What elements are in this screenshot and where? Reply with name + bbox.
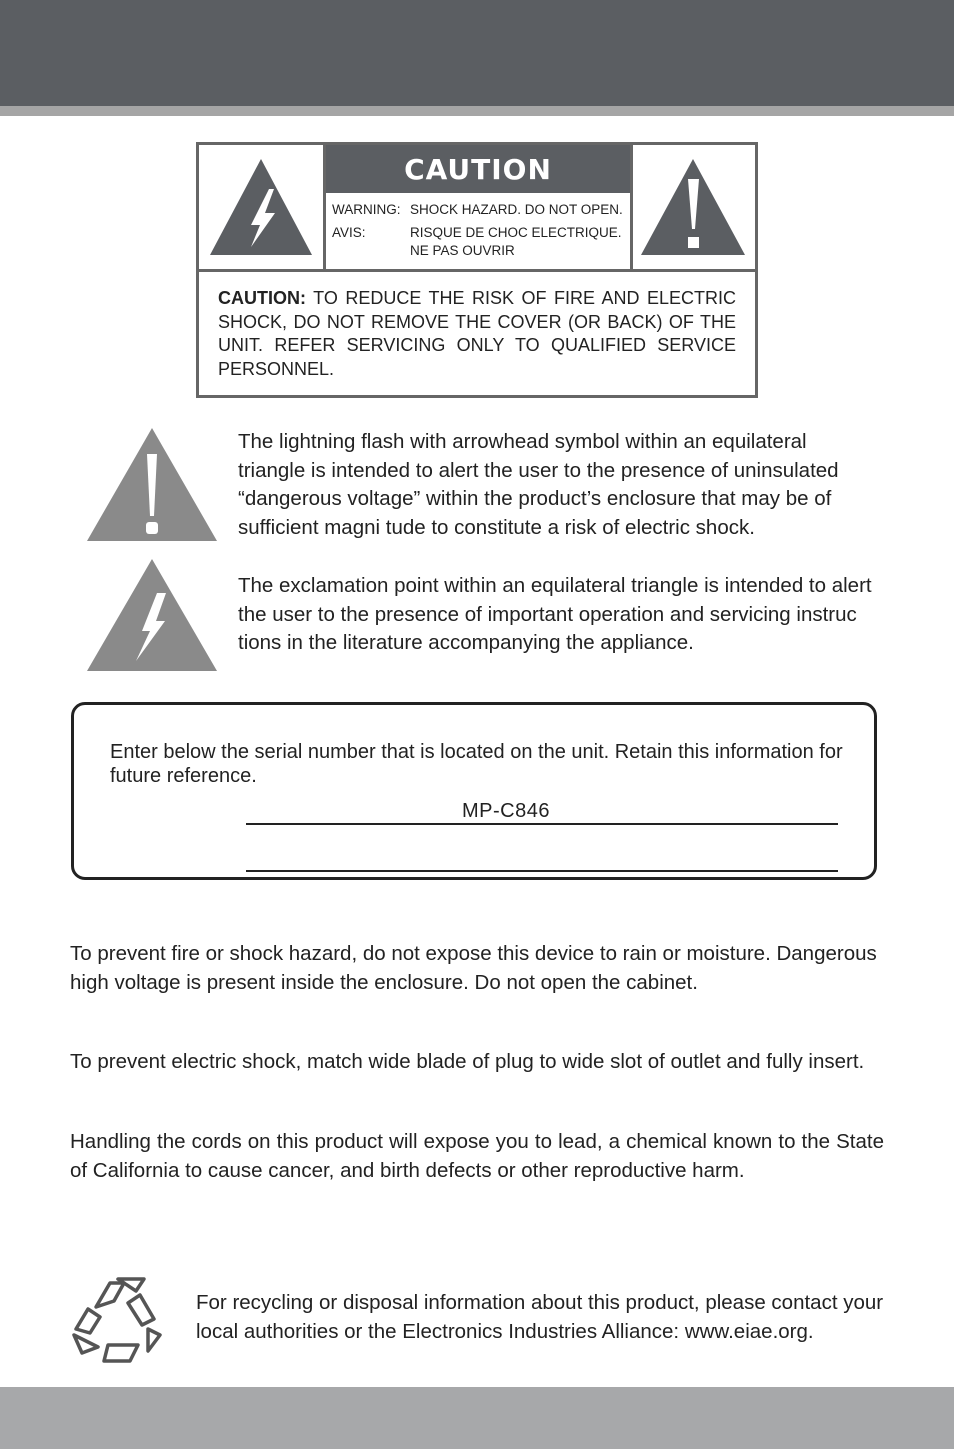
recycle-icon [68,1275,164,1367]
avis-key: AVIS: [332,225,366,240]
serial-number-box [71,702,877,880]
caution-body-text: TO REDUCE THE RISK OF FIRE AND ELECTRIC SHOCK, DO NOT REMOVE THE COVER (OR BACK) OF THE UNIT. REFER SERVICING ONLY TO QUALIFIED SERVICE PERSONNEL. [218,288,736,379]
exclamation-triangle-icon [86,426,218,542]
lightning-triangle-icon [86,557,218,672]
caution-label-header [326,145,630,269]
header-bar [0,0,954,106]
footer-bar [0,1387,954,1449]
avis-value-2: NE PAS OUVRIR [410,243,515,258]
exclamation-triangle-icon [633,145,755,269]
caution-body-bold: CAUTION: [218,288,306,308]
plug-warning: To prevent electric shock, match wide blade of plug to wide slot of outlet and fully insert. [70,1050,865,1073]
serial-instruction: Enter below the serial number that is located on the unit. Retain this information for future reference. [110,741,843,787]
serial-number-line[interactable] [246,870,838,872]
lead-warning [70,1128,884,1185]
model-number-line[interactable] [246,823,838,825]
caution-divider [199,269,755,272]
header-stripe [0,106,954,116]
avis-value-1: RISQUE DE CHOC ELECTRIQUE. [410,225,622,240]
caution-label-exclamation-cell [630,145,755,269]
moisture-warning: To prevent fire or shock hazard, do not expose this device to rain or moisture. Dangerous high voltage is present inside the enclosure. Do not open the cabinet. [70,942,877,994]
lightning-symbol-description: The lightning flash with arrowhead symbol within an equilateral triangle is intended to alert the user to the presence of uninsulated “dangerous voltage” within the product’s enclosure that may be of sufficient magni tude to constitute a risk of electric shock. [238,430,839,539]
caution-label-lightning-cell [199,145,326,269]
caution-label [196,142,758,398]
lead-warning-line-1: Handling the cords on this product will expose you to lead, a chemical known to the State [70,1130,884,1153]
lead-warning-line-2: of California to cause cancer, and birth defects or other reproductive harm. [70,1158,745,1182]
model-number: MP-C846 [462,800,550,822]
warning-value: SHOCK HAZARD. DO NOT OPEN. [410,202,623,217]
caution-body [218,287,736,381]
lightning-triangle-icon [199,145,323,269]
warning-key: WARNING: [332,202,401,217]
recycling-info: For recycling or disposal information about this product, please contact your local authorities or the Electronics Industries Alliance: www.eiae.org. [196,1291,884,1343]
exclamation-symbol-description: The exclamation point within an equilateral triangle is intended to alert the user to the presence of important operation and servicing instruc tions in the literature accompanying the appliance. [238,574,872,654]
caution-title: CAUTION [326,145,630,193]
